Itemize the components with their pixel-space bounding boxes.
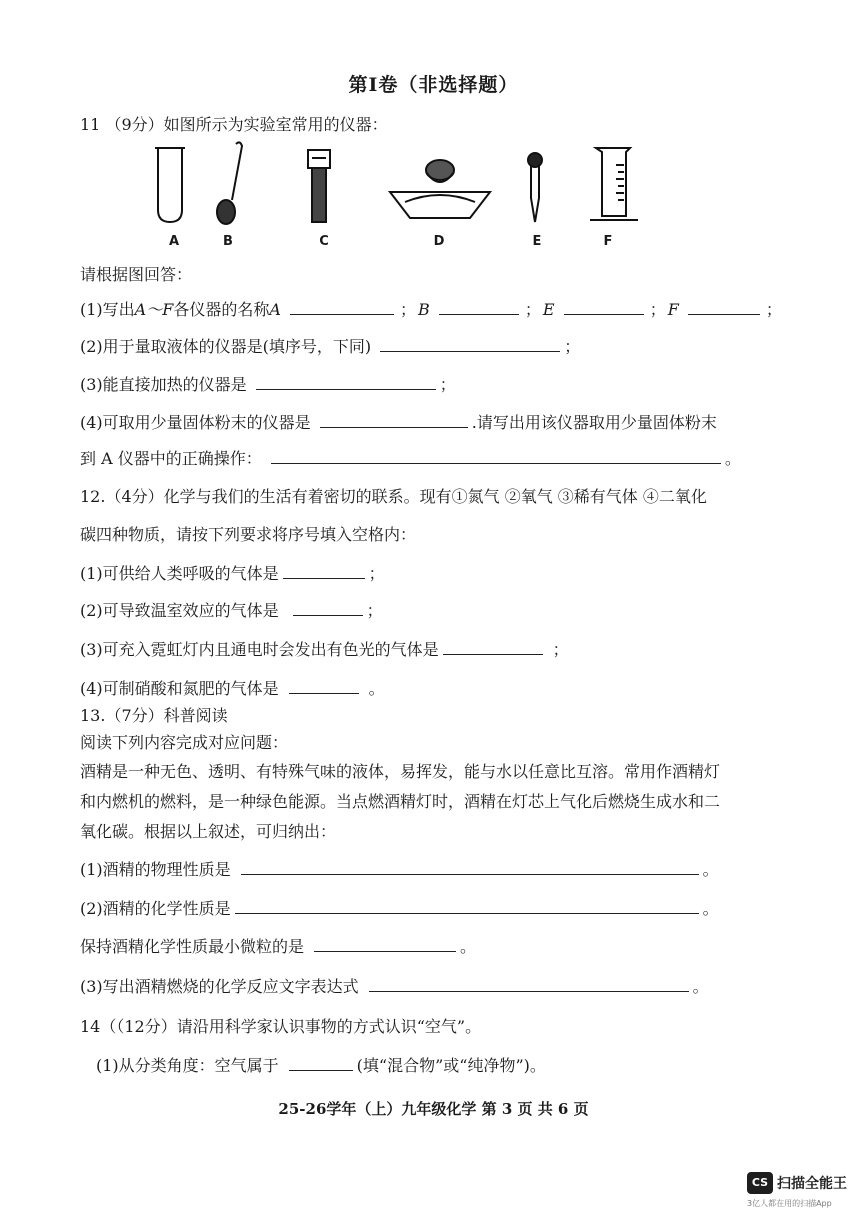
answer-blank-q11-3[interactable]: [256, 373, 436, 390]
answer-blank-q13-1[interactable]: [241, 858, 699, 875]
q13-text3: 氧化碳。根据以上叙述，可归纳出：: [80, 822, 337, 841]
q13-heading: 13.（7分）科普阅读: [80, 706, 228, 725]
q13-sub1: [80, 857, 719, 880]
q11-part2-sep: ；: [564, 337, 581, 356]
section-title: 第Ⅰ卷（非选择题）: [348, 74, 519, 96]
q11-part3-sep: ；: [439, 375, 456, 394]
scanner-watermark: [747, 1172, 859, 1216]
answer-blank-a[interactable]: [290, 298, 394, 315]
q13-sub2b-text: 保持酒精化学性质最小微粒的是: [80, 937, 305, 956]
q13-sub3-end: 。: [692, 977, 709, 996]
q13-text2: 和内燃机的燃料，是一种绿色能源。当点燃酒精灯时，酒精在灯芯上气化后燃烧生成水和二: [80, 792, 721, 811]
answer-blank-q11-4a[interactable]: [320, 411, 468, 428]
q12-sub1: [80, 561, 385, 584]
q11-part1-sep4: ；: [765, 300, 782, 319]
q14-sub1-text2: (填“混合物”或“纯净物”)。: [356, 1056, 546, 1075]
answer-blank-q13-2[interactable]: [235, 897, 699, 914]
q12-sub3: [80, 637, 569, 660]
test-tube-holder-icon: [308, 150, 330, 222]
q13-text1: 酒精是一种无色、透明、有特殊气味的液体，易挥发，能与水以任意比互溶。常用作酒精灯: [80, 762, 721, 781]
q11-part4-text2: .请写出用该仪器取用少量固体粉末: [471, 413, 717, 432]
answer-blank-q12-1[interactable]: [283, 562, 365, 579]
q12-sub1-text: (1)可供给人类呼吸的气体是: [80, 564, 279, 583]
q13-sub3: [80, 974, 709, 997]
q12-sub3-sep: ；: [552, 640, 569, 659]
q14-heading: 14（（12分）请沿用科学家认识事物的方式认识“空气”。: [80, 1017, 482, 1036]
q11-part4-text3: 到 A 仪器中的正确操作：: [80, 449, 262, 468]
q12-sub2: [80, 598, 383, 621]
q13-sub2b: [80, 934, 476, 957]
q11-part1-sep2: ；: [524, 300, 541, 319]
q12-sub2-text: (2)可导致温室效应的气体是: [80, 601, 279, 620]
graduated-cylinder-icon: [590, 148, 638, 220]
dropper-icon: [528, 153, 542, 222]
apparatus-label-e: E: [532, 234, 542, 249]
answer-blank-q12-2[interactable]: [293, 599, 363, 616]
q11-part1-label-a: A: [269, 300, 281, 319]
page-footer: 25-26学年（上）九年级化学 第 3 页 共 6 页: [278, 1100, 589, 1118]
answer-blank-q14-1[interactable]: [289, 1054, 353, 1071]
q12-sub2-sep: ；: [366, 601, 383, 620]
apparatus-label-d: D: [433, 234, 445, 249]
answer-blank-q11-4b[interactable]: [271, 447, 721, 464]
answer-blank-f[interactable]: [688, 298, 760, 315]
q13-sub2-text: (2)酒精的化学性质是: [80, 899, 231, 918]
q11-part2-text: (2)用于量取液体的仪器是(填序号，下同): [80, 337, 372, 356]
q11-part3-text: (3)能直接加热的仪器是: [80, 375, 247, 394]
q11-part1-label-e: E: [542, 300, 555, 319]
q11-part1: [80, 297, 784, 320]
q12-sub4-end: 。: [368, 679, 385, 698]
apparatus-label-c: C: [319, 234, 329, 249]
q11-part4-cont: [80, 446, 741, 469]
q14-sub1-text: (1)从分类角度：空气属于: [96, 1056, 279, 1075]
q11-prompt: 请根据图回答：: [80, 265, 193, 284]
q13-sub1-text: (1)酒精的物理性质是: [80, 860, 231, 879]
q13-sub2-end: 。: [702, 899, 719, 918]
medicine-spoon-icon: [217, 142, 242, 224]
answer-blank-q13-2b[interactable]: [314, 935, 456, 952]
q13-intro: 阅读下列内容完成对应问题：: [80, 733, 289, 752]
q12-sub1-sep: ；: [368, 564, 385, 583]
q12-sub4-text: (4)可制硝酸和氮肥的气体是: [80, 679, 279, 698]
answer-blank-q11-2[interactable]: [380, 335, 560, 352]
apparatus-label-a: A: [168, 234, 180, 249]
apparatus-label-b: B: [223, 234, 233, 249]
q12-sub4: [80, 676, 385, 699]
wire-gauze-icon: [390, 160, 490, 218]
q11-part4-end: 。: [724, 449, 741, 468]
answer-blank-b[interactable]: [439, 298, 519, 315]
q11-part1-label-b: B: [418, 300, 430, 319]
q11-part1-range: A～F: [134, 300, 174, 319]
answer-blank-q12-3[interactable]: [443, 638, 543, 655]
q11-intro: 11 （9分）如图所示为实验室常用的仪器：: [80, 115, 388, 134]
q11-part3: [80, 372, 456, 395]
q11-part1-sep3: ；: [649, 300, 666, 319]
test-tube-icon: [155, 148, 185, 222]
q14-sub1: [96, 1053, 546, 1076]
q13-sub2b-end: 。: [460, 937, 477, 956]
q13-sub2: [80, 896, 719, 919]
q11-part1-sep1: ；: [400, 300, 417, 319]
q11-part2: [80, 334, 580, 357]
answer-blank-q13-3[interactable]: [369, 975, 689, 992]
q11-part4-text: (4)可取用少量固体粉末的仪器是: [80, 413, 311, 432]
q12-sub3-text: (3)可充入霓虹灯内且通电时会发出有色光的气体是: [80, 640, 439, 659]
apparatus-label-f: F: [603, 234, 613, 249]
q11-part1-label-f: F: [667, 300, 679, 319]
camscanner-logo-icon: CS: [747, 1172, 773, 1194]
q11-part1-lead: (1)写出: [80, 300, 135, 319]
watermark-name: 扫描全能王: [777, 1176, 847, 1192]
q11-part1-mid: 各仪器的名称: [173, 300, 270, 319]
q13-sub3-text: (3)写出酒精燃烧的化学反应文字表达式: [80, 977, 359, 996]
q11-part4: [80, 410, 717, 433]
answer-blank-e[interactable]: [564, 298, 644, 315]
answer-blank-q12-4[interactable]: [289, 677, 359, 694]
q12-line1: 12.（4分）化学与我们的生活有着密切的联系。现有①氮气 ②氧气 ③稀有气体 ④二氧化: [80, 487, 707, 506]
watermark-subtitle: 3亿人都在用的扫描App: [747, 1199, 832, 1208]
q12-line2: 碳四种物质，请按下列要求将序号填入空格内：: [80, 525, 417, 544]
q13-sub1-end: 。: [702, 860, 719, 879]
